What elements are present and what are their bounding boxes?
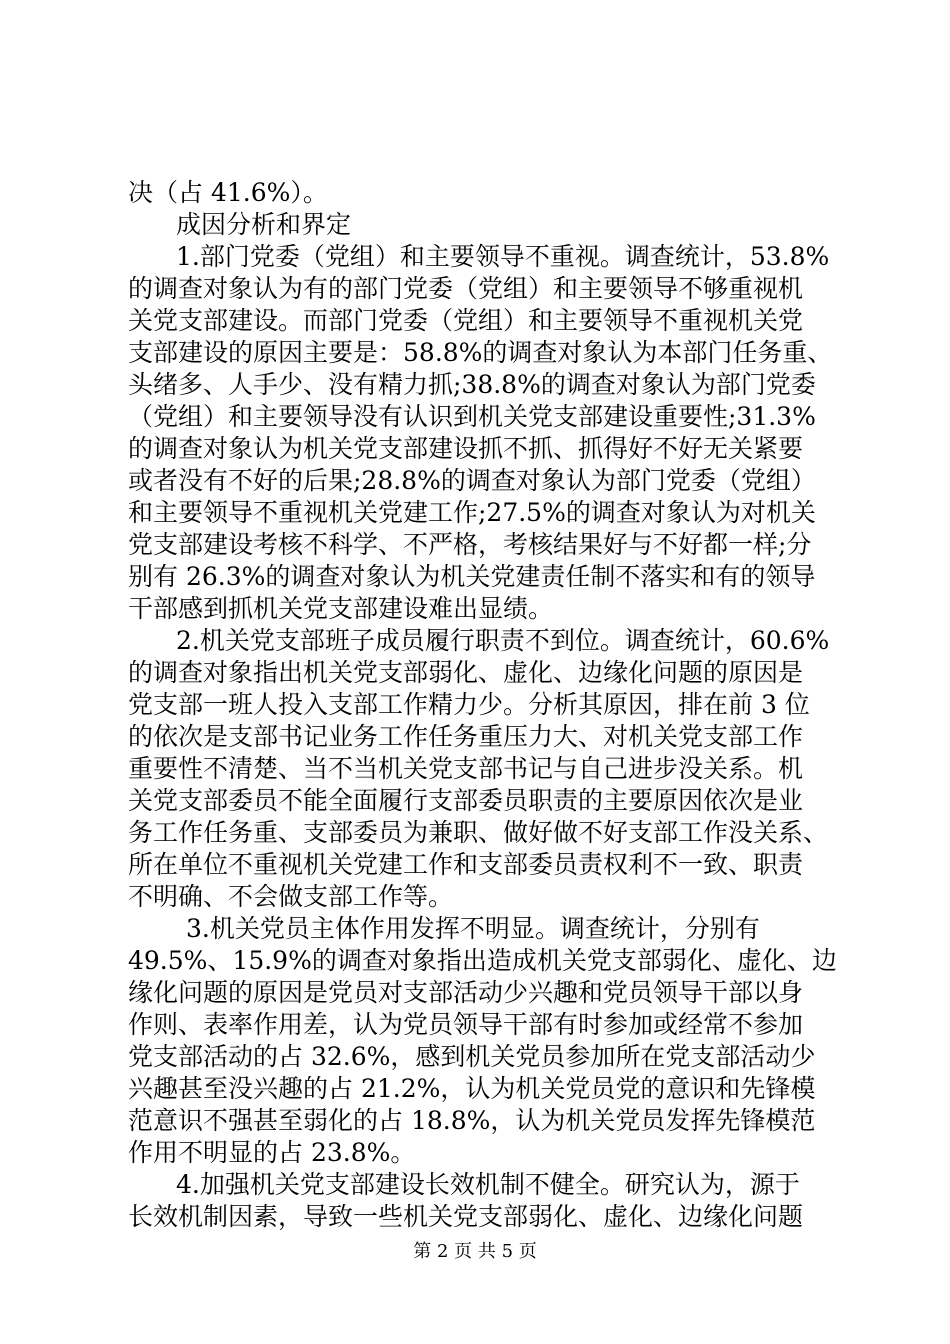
text-line: 别有 26.3%的调查对象认为机关党建责任制不落实和有的领导 (128, 562, 816, 591)
text-line: 关党支部建设。而部门党委（党组）和主要领导不重视机关党 (128, 306, 804, 335)
text-line: 的依次是支部书记业务工作任务重压力大、对机关党支部工作 (128, 722, 804, 751)
text-line: 1.部门党委（党组）和主要领导不重视。调查统计，53.8% (176, 242, 830, 271)
text-line: 缘化问题的原因是党员对支部活动少兴趣和党员领导干部以身 (128, 978, 804, 1007)
text-line: 党支部活动的占 32.6%，感到机关党员参加所在党支部活动少 (128, 1042, 816, 1071)
text-line: 长效机制因素，导致一些机关党支部弱化、虚化、边缘化问题 (128, 1202, 804, 1231)
text-line: 干部感到抓机关党支部建设难出显绩。 (128, 594, 554, 623)
text-line: 头绪多、人手少、没有精力抓;38.8%的调查对象认为部门党委 (128, 370, 816, 399)
page-number-footer: 第 2 页 共 5 页 (413, 1241, 537, 1262)
text-line: 4.加强机关党支部建设长效机制不健全。研究认为，源于 (176, 1170, 800, 1199)
text-line: 作用不明显的占 23.8%。 (128, 1138, 416, 1167)
text-line: 关党支部委员不能全面履行支部委员职责的主要原因依次是业 (128, 786, 804, 815)
text-line: 49.5%、15.9%的调查对象指出造成机关党支部弱化、虚化、边 (128, 946, 837, 975)
text-line: 和主要领导不重视机关党建工作;27.5%的调查对象认为对机关 (128, 498, 816, 527)
text-line: 党支部建设考核不科学、不严格，考核结果好与不好都一样;分 (128, 530, 812, 559)
text-line: 兴趣甚至没兴趣的占 21.2%，认为机关党员党的意识和先锋模 (128, 1074, 816, 1103)
text-line: 的调查对象认为机关党支部建设抓不抓、抓得好不好无关紧要 (128, 434, 804, 463)
text-line: 所在单位不重视机关党建工作和支部委员责权利不一致、职责 (128, 850, 804, 879)
text-line: 支部建设的原因主要是：58.8%的调查对象认为本部门任务重、 (128, 338, 833, 367)
text-line: 的调查对象认为有的部门党委（党组）和主要领导不够重视机 (128, 274, 804, 303)
text-line: 决（占 41.6%）。 (128, 178, 328, 207)
text-line: 范意识不强甚至弱化的占 18.8%，认为机关党员发挥先锋模范 (128, 1106, 816, 1135)
text-line: （党组）和主要领导没有认识到机关党支部建设重要性;31.3% (128, 402, 816, 431)
text-line: 务工作任务重、支部委员为兼职、做好做不好支部工作没关系、 (128, 818, 829, 847)
text-line: 3.机关党员主体作用发挥不明显。调查统计，分别有 (186, 914, 760, 943)
section-heading: 成因分析和界定 (176, 210, 352, 239)
text-line: 2.机关党支部班子成员履行职责不到位。调查统计，60.6% (176, 626, 830, 655)
text-line: 或者没有不好的后果;28.8%的调查对象认为部门党委（党组） (128, 466, 816, 495)
text-line: 作则、表率作用差，认为党员领导干部有时参加或经常不参加 (128, 1010, 804, 1039)
text-line: 党支部一班人投入支部工作精力少。分析其原因，排在前 3 位 (128, 690, 810, 719)
text-line: 重要性不清楚、当不当机关党支部书记与自己进步没关系。机 (128, 754, 804, 783)
text-line: 不明确、不会做支部工作等。 (128, 882, 454, 911)
text-line: 的调查对象指出机关党支部弱化、虚化、边缘化问题的原因是 (128, 658, 804, 687)
